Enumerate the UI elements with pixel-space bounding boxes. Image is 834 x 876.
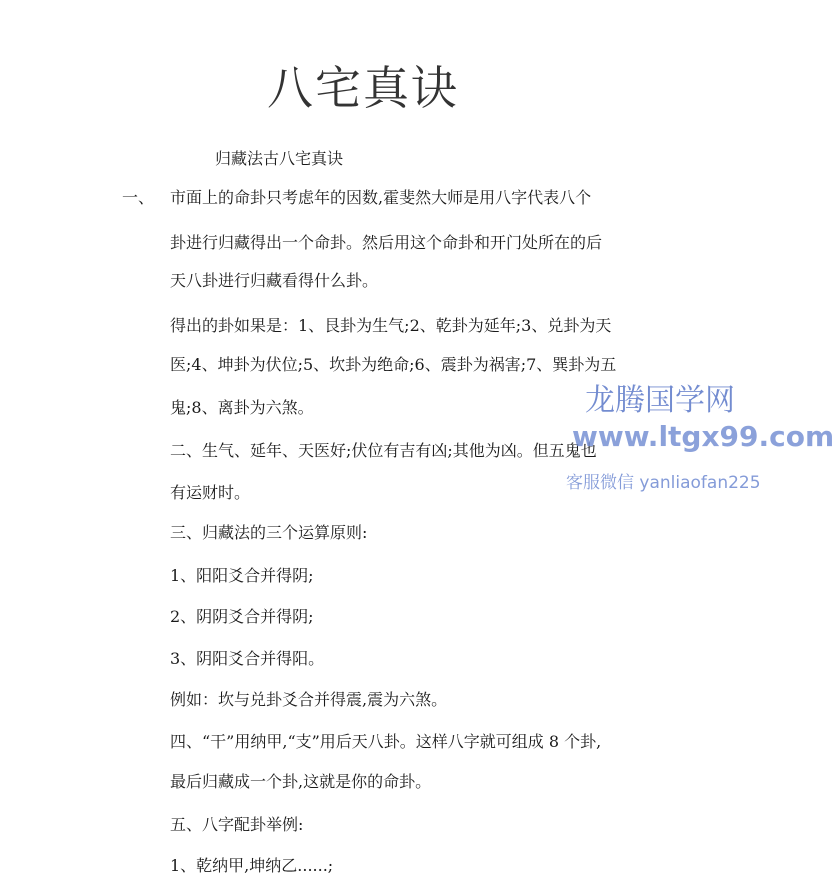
subtitle: 归藏法古八宅真诀 [215, 149, 344, 168]
section-number: 一、 [122, 188, 155, 207]
text-line: 最后归藏成一个卦,这就是你的命卦。 [170, 772, 432, 791]
text-line: 医;4、坤卦为伏位;5、坎卦为绝命;6、震卦为祸害;7、巽卦为五 [170, 355, 617, 374]
watermark-url: www.ltgx99.com [572, 420, 834, 453]
text-line: 市面上的命卦只考虑年的因数,霍斐然大师是用八字代表八个 [170, 188, 592, 207]
text-line: 四、“干”用纳甲,“支”用后天八卦。这样八字就可组成 8 个卦, [170, 732, 602, 751]
text-line: 三、归藏法的三个运算原则: [170, 523, 368, 542]
text-line: 卦进行归藏得出一个命卦。然后用这个命卦和开门处所在的后 [170, 233, 603, 252]
text-line: 得出的卦如果是：1、艮卦为生气;2、乾卦为延年;3、兑卦为天 [170, 316, 612, 335]
text-line: 1、阳阳爻合并得阴; [170, 566, 314, 585]
text-line: 1、乾纳甲,坤纳乙......; [170, 856, 334, 875]
text-line: 3、阴阳爻合并得阳。 [170, 649, 325, 668]
watermark-contact: 客服微信 yanliaofan225 [566, 473, 761, 493]
text-line: 天八卦进行归藏看得什么卦。 [170, 271, 379, 290]
text-line: 二、生气、延年、天医好;伏位有吉有凶;其他为凶。但五鬼也 [170, 441, 597, 460]
text-line: 例如：坎与兑卦爻合并得震,震为六煞。 [170, 690, 448, 709]
text-line: 2、阴阴爻合并得阴; [170, 607, 314, 626]
text-line: 有运财时。 [170, 483, 251, 502]
watermark-site-name: 龙腾国学网 [585, 383, 735, 418]
text-line: 鬼;8、离卦为六煞。 [170, 398, 314, 417]
text-line: 五、八字配卦举例: [170, 815, 304, 834]
page-title: 八宅真诀 [267, 61, 459, 115]
